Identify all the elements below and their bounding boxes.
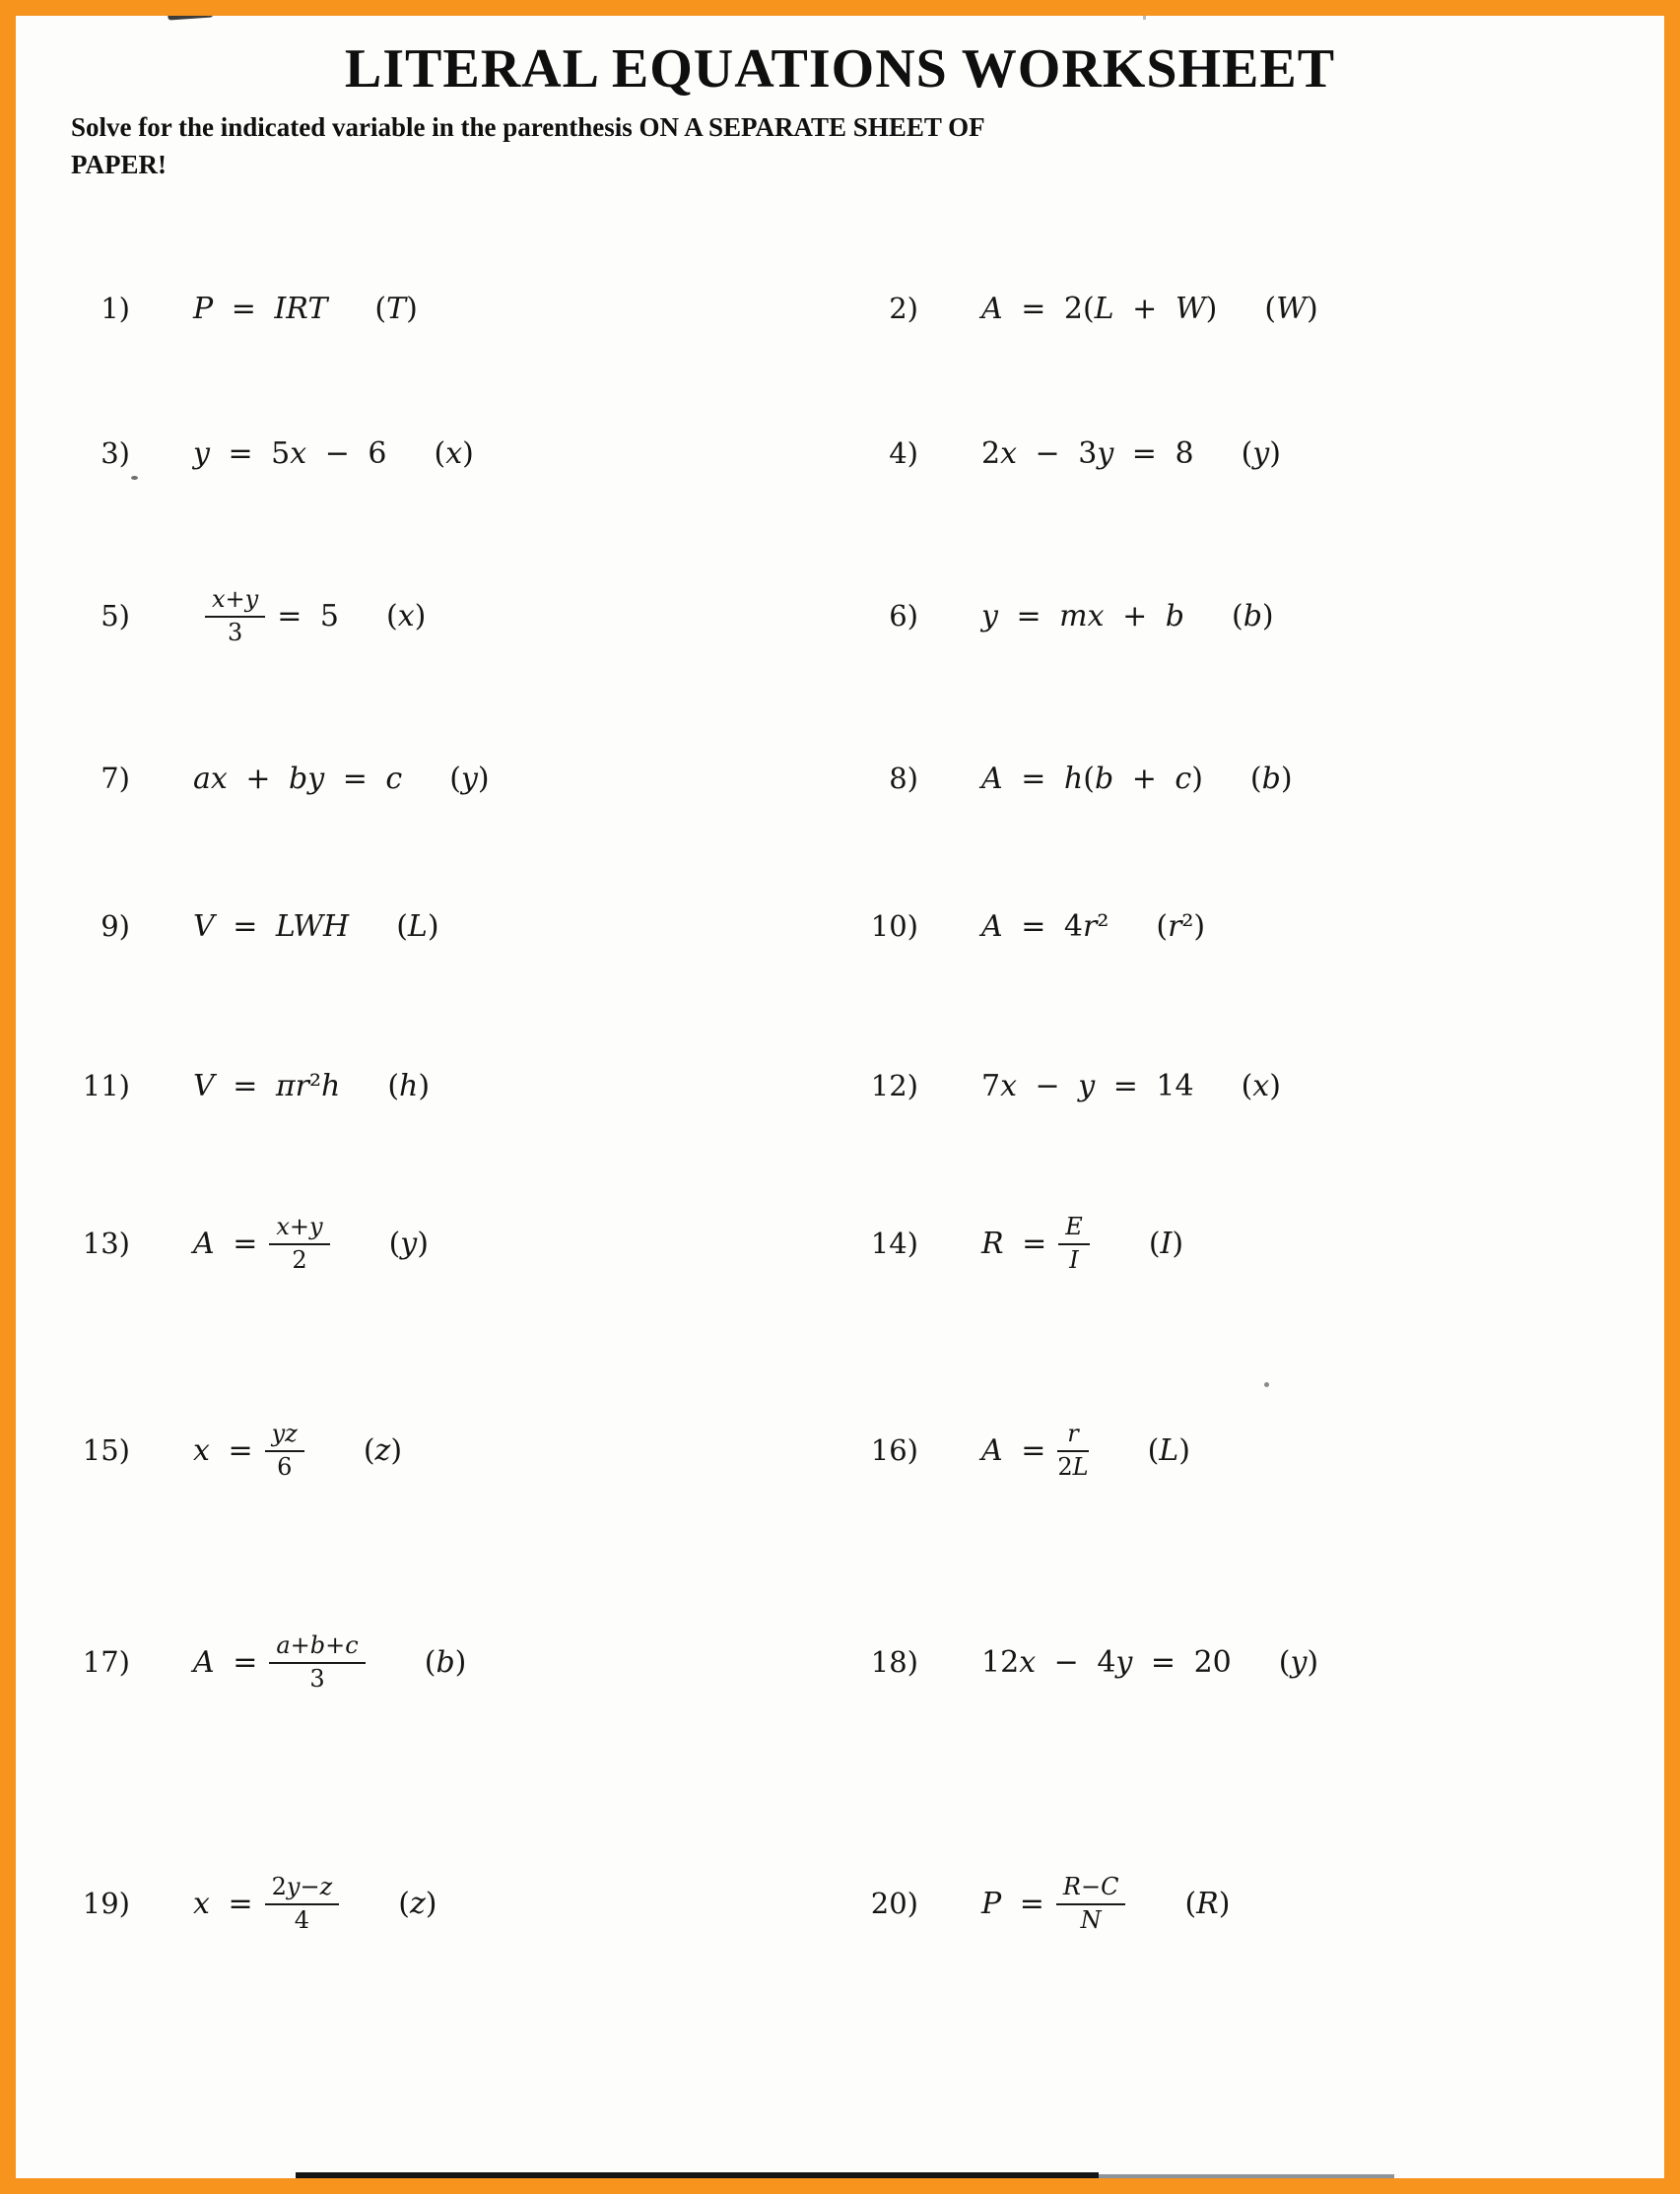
problem-row xyxy=(16,409,1664,498)
target-variable: (b) xyxy=(424,1644,467,1680)
problem-16 xyxy=(847,1406,1190,1495)
equation-text: A = xyxy=(193,1226,258,1261)
equation-text: A = h(b + c) xyxy=(981,761,1203,796)
problem-row xyxy=(16,1199,1664,1288)
equation xyxy=(193,436,474,471)
target-variable: (y) xyxy=(1278,1644,1319,1680)
fraction-numerator: E xyxy=(1058,1214,1090,1245)
target-variable: (y) xyxy=(388,1226,429,1261)
equation-text: V = πr²h xyxy=(193,1068,341,1103)
fraction xyxy=(1058,1214,1090,1274)
equation xyxy=(193,1214,429,1274)
equation xyxy=(193,586,426,646)
problem-row xyxy=(16,734,1664,823)
fraction-denominator: 3 xyxy=(309,1664,325,1693)
problem-number: 17) xyxy=(82,1645,130,1679)
equation xyxy=(981,1214,1183,1274)
fraction-denominator: 4 xyxy=(294,1905,310,1934)
equation-text: x = xyxy=(193,1886,253,1921)
problem-number: 10) xyxy=(870,909,918,943)
problem-row xyxy=(16,1618,1664,1706)
fraction-denominator: 6 xyxy=(277,1452,293,1481)
equation-text: ax + by = c xyxy=(193,761,403,796)
problem-number: 7) xyxy=(101,762,130,795)
fraction-denominator: I xyxy=(1069,1245,1079,1274)
problem-number: 18) xyxy=(870,1645,918,1679)
problem-number: 1) xyxy=(101,292,130,325)
equation-text: A = xyxy=(981,1432,1046,1468)
equation xyxy=(193,292,418,326)
problem-2 xyxy=(847,264,1318,353)
problem-number: 12) xyxy=(870,1069,918,1102)
target-variable: (y) xyxy=(1241,435,1281,471)
problem-number: 3) xyxy=(101,436,130,470)
target-variable: (L) xyxy=(1147,1432,1190,1468)
problem-row xyxy=(16,882,1664,970)
equation xyxy=(981,909,1205,944)
page-title: LITERAL EQUATIONS WORKSHEET xyxy=(344,38,1336,100)
fraction-denominator: 3 xyxy=(227,618,243,646)
equation xyxy=(981,762,1293,796)
problem-15 xyxy=(59,1406,402,1495)
fraction xyxy=(1057,1421,1088,1481)
fraction-denominator: N xyxy=(1080,1905,1102,1934)
fraction xyxy=(265,1421,304,1481)
problem-7 xyxy=(59,734,490,823)
target-variable: (z) xyxy=(398,1886,437,1921)
target-variable: (y) xyxy=(449,761,490,796)
problems-list xyxy=(16,16,1664,2178)
equation xyxy=(193,1421,402,1481)
fraction xyxy=(205,586,265,646)
problem-row xyxy=(16,571,1664,660)
problem-11 xyxy=(59,1041,430,1130)
equation xyxy=(981,1069,1281,1103)
problem-13 xyxy=(59,1199,429,1288)
problem-number: 15) xyxy=(82,1433,130,1467)
instructions-text: Solve for the indicated variable in the parenthesis ON A SEPARATE SHEET OF PAPER! xyxy=(71,112,984,180)
fraction-numerator: 2y−z xyxy=(265,1874,340,1905)
equation-text: y = mx + b xyxy=(981,598,1184,633)
fraction-numerator: a+b+c xyxy=(269,1632,365,1664)
problem-number: 4) xyxy=(889,436,918,470)
fraction-numerator: r xyxy=(1057,1421,1088,1452)
equation-text: 7x − y = 14 xyxy=(981,1068,1194,1103)
fraction-numerator: yz xyxy=(265,1421,304,1452)
equation xyxy=(981,599,1274,633)
problem-number: 13) xyxy=(82,1227,130,1260)
fraction-numerator: R−C xyxy=(1056,1874,1126,1905)
fraction-numerator: x+y xyxy=(269,1214,329,1245)
target-variable: (x) xyxy=(385,598,427,633)
problem-number: 9) xyxy=(101,909,130,943)
fraction xyxy=(269,1632,365,1693)
scan-artifact-speck xyxy=(131,476,138,480)
fraction-denominator: 2 xyxy=(292,1245,307,1274)
equation xyxy=(193,909,439,944)
equation-text: = 5 xyxy=(277,598,339,633)
problem-6 xyxy=(847,571,1274,660)
problem-18 xyxy=(847,1618,1318,1706)
target-variable: (r²) xyxy=(1156,908,1206,944)
problem-5 xyxy=(59,571,426,660)
problem-10 xyxy=(847,882,1205,970)
scan-artifact-top-right-mark xyxy=(1143,8,1168,20)
problem-1 xyxy=(59,264,418,353)
equation-text: P = xyxy=(981,1886,1044,1921)
equation xyxy=(981,436,1281,471)
equation-text: A = 2(L + W) xyxy=(981,291,1218,326)
problem-number: 20) xyxy=(870,1887,918,1920)
problem-number: 8) xyxy=(889,762,918,795)
problem-8 xyxy=(847,734,1293,823)
problem-3 xyxy=(59,409,474,498)
problem-17 xyxy=(59,1618,466,1706)
scan-artifact-top-left-blob xyxy=(167,0,213,20)
scan-artifact-bottom-bar xyxy=(296,2172,1099,2184)
equation-text: A = 4r² xyxy=(981,908,1109,944)
fraction-denominator: 2L xyxy=(1057,1452,1089,1481)
target-variable: (b) xyxy=(1249,761,1293,796)
scan-artifact-bottom-bar-gray xyxy=(1099,2174,1394,2182)
problem-14 xyxy=(847,1199,1183,1288)
problem-number: 19) xyxy=(82,1887,130,1920)
fraction xyxy=(265,1874,340,1934)
problem-number: 6) xyxy=(889,599,918,632)
target-variable: (R) xyxy=(1184,1886,1231,1921)
problem-9 xyxy=(59,882,439,970)
equation xyxy=(193,762,490,796)
equation xyxy=(193,1632,466,1693)
target-variable: (L) xyxy=(396,908,439,944)
equation xyxy=(981,1874,1230,1934)
problem-20 xyxy=(847,1859,1230,1948)
problem-number: 16) xyxy=(870,1433,918,1467)
fraction xyxy=(269,1214,329,1274)
equation-text: 2x − 3y = 8 xyxy=(981,435,1194,471)
target-variable: (b) xyxy=(1231,598,1274,633)
problem-number: 5) xyxy=(101,599,130,632)
scan-artifact-speck xyxy=(1264,1382,1269,1387)
equation xyxy=(981,292,1318,326)
equation-text: R = xyxy=(981,1226,1047,1261)
target-variable: (T) xyxy=(374,291,418,326)
problem-row xyxy=(16,1406,1664,1495)
equation-text: x = xyxy=(193,1432,253,1468)
fraction xyxy=(1056,1874,1126,1934)
problem-number: 14) xyxy=(870,1227,918,1260)
problem-number: 2) xyxy=(889,292,918,325)
target-variable: (x) xyxy=(1241,1068,1281,1103)
problem-number: 11) xyxy=(82,1069,130,1102)
problem-19 xyxy=(59,1859,437,1948)
fraction-numerator: x+y xyxy=(205,586,265,618)
target-variable: (I) xyxy=(1148,1226,1184,1261)
problem-row xyxy=(16,1041,1664,1130)
problem-4 xyxy=(847,409,1281,498)
equation xyxy=(981,1645,1318,1680)
target-variable: (z) xyxy=(363,1432,403,1468)
equation xyxy=(193,1069,430,1103)
equation-text: y = 5x − 6 xyxy=(193,435,387,471)
equation xyxy=(193,1874,437,1934)
target-variable: (h) xyxy=(387,1068,431,1103)
problem-row xyxy=(16,1859,1664,1948)
equation-text: P = IRT xyxy=(193,291,328,326)
problem-12 xyxy=(847,1041,1281,1130)
target-variable: (x) xyxy=(434,435,474,471)
equation-text: V = LWH xyxy=(193,908,350,944)
equation-text: A = xyxy=(193,1644,258,1680)
target-variable: (W) xyxy=(1264,291,1318,326)
equation xyxy=(981,1421,1190,1481)
equation-text: 12x − 4y = 20 xyxy=(981,1644,1232,1680)
problem-row xyxy=(16,264,1664,353)
